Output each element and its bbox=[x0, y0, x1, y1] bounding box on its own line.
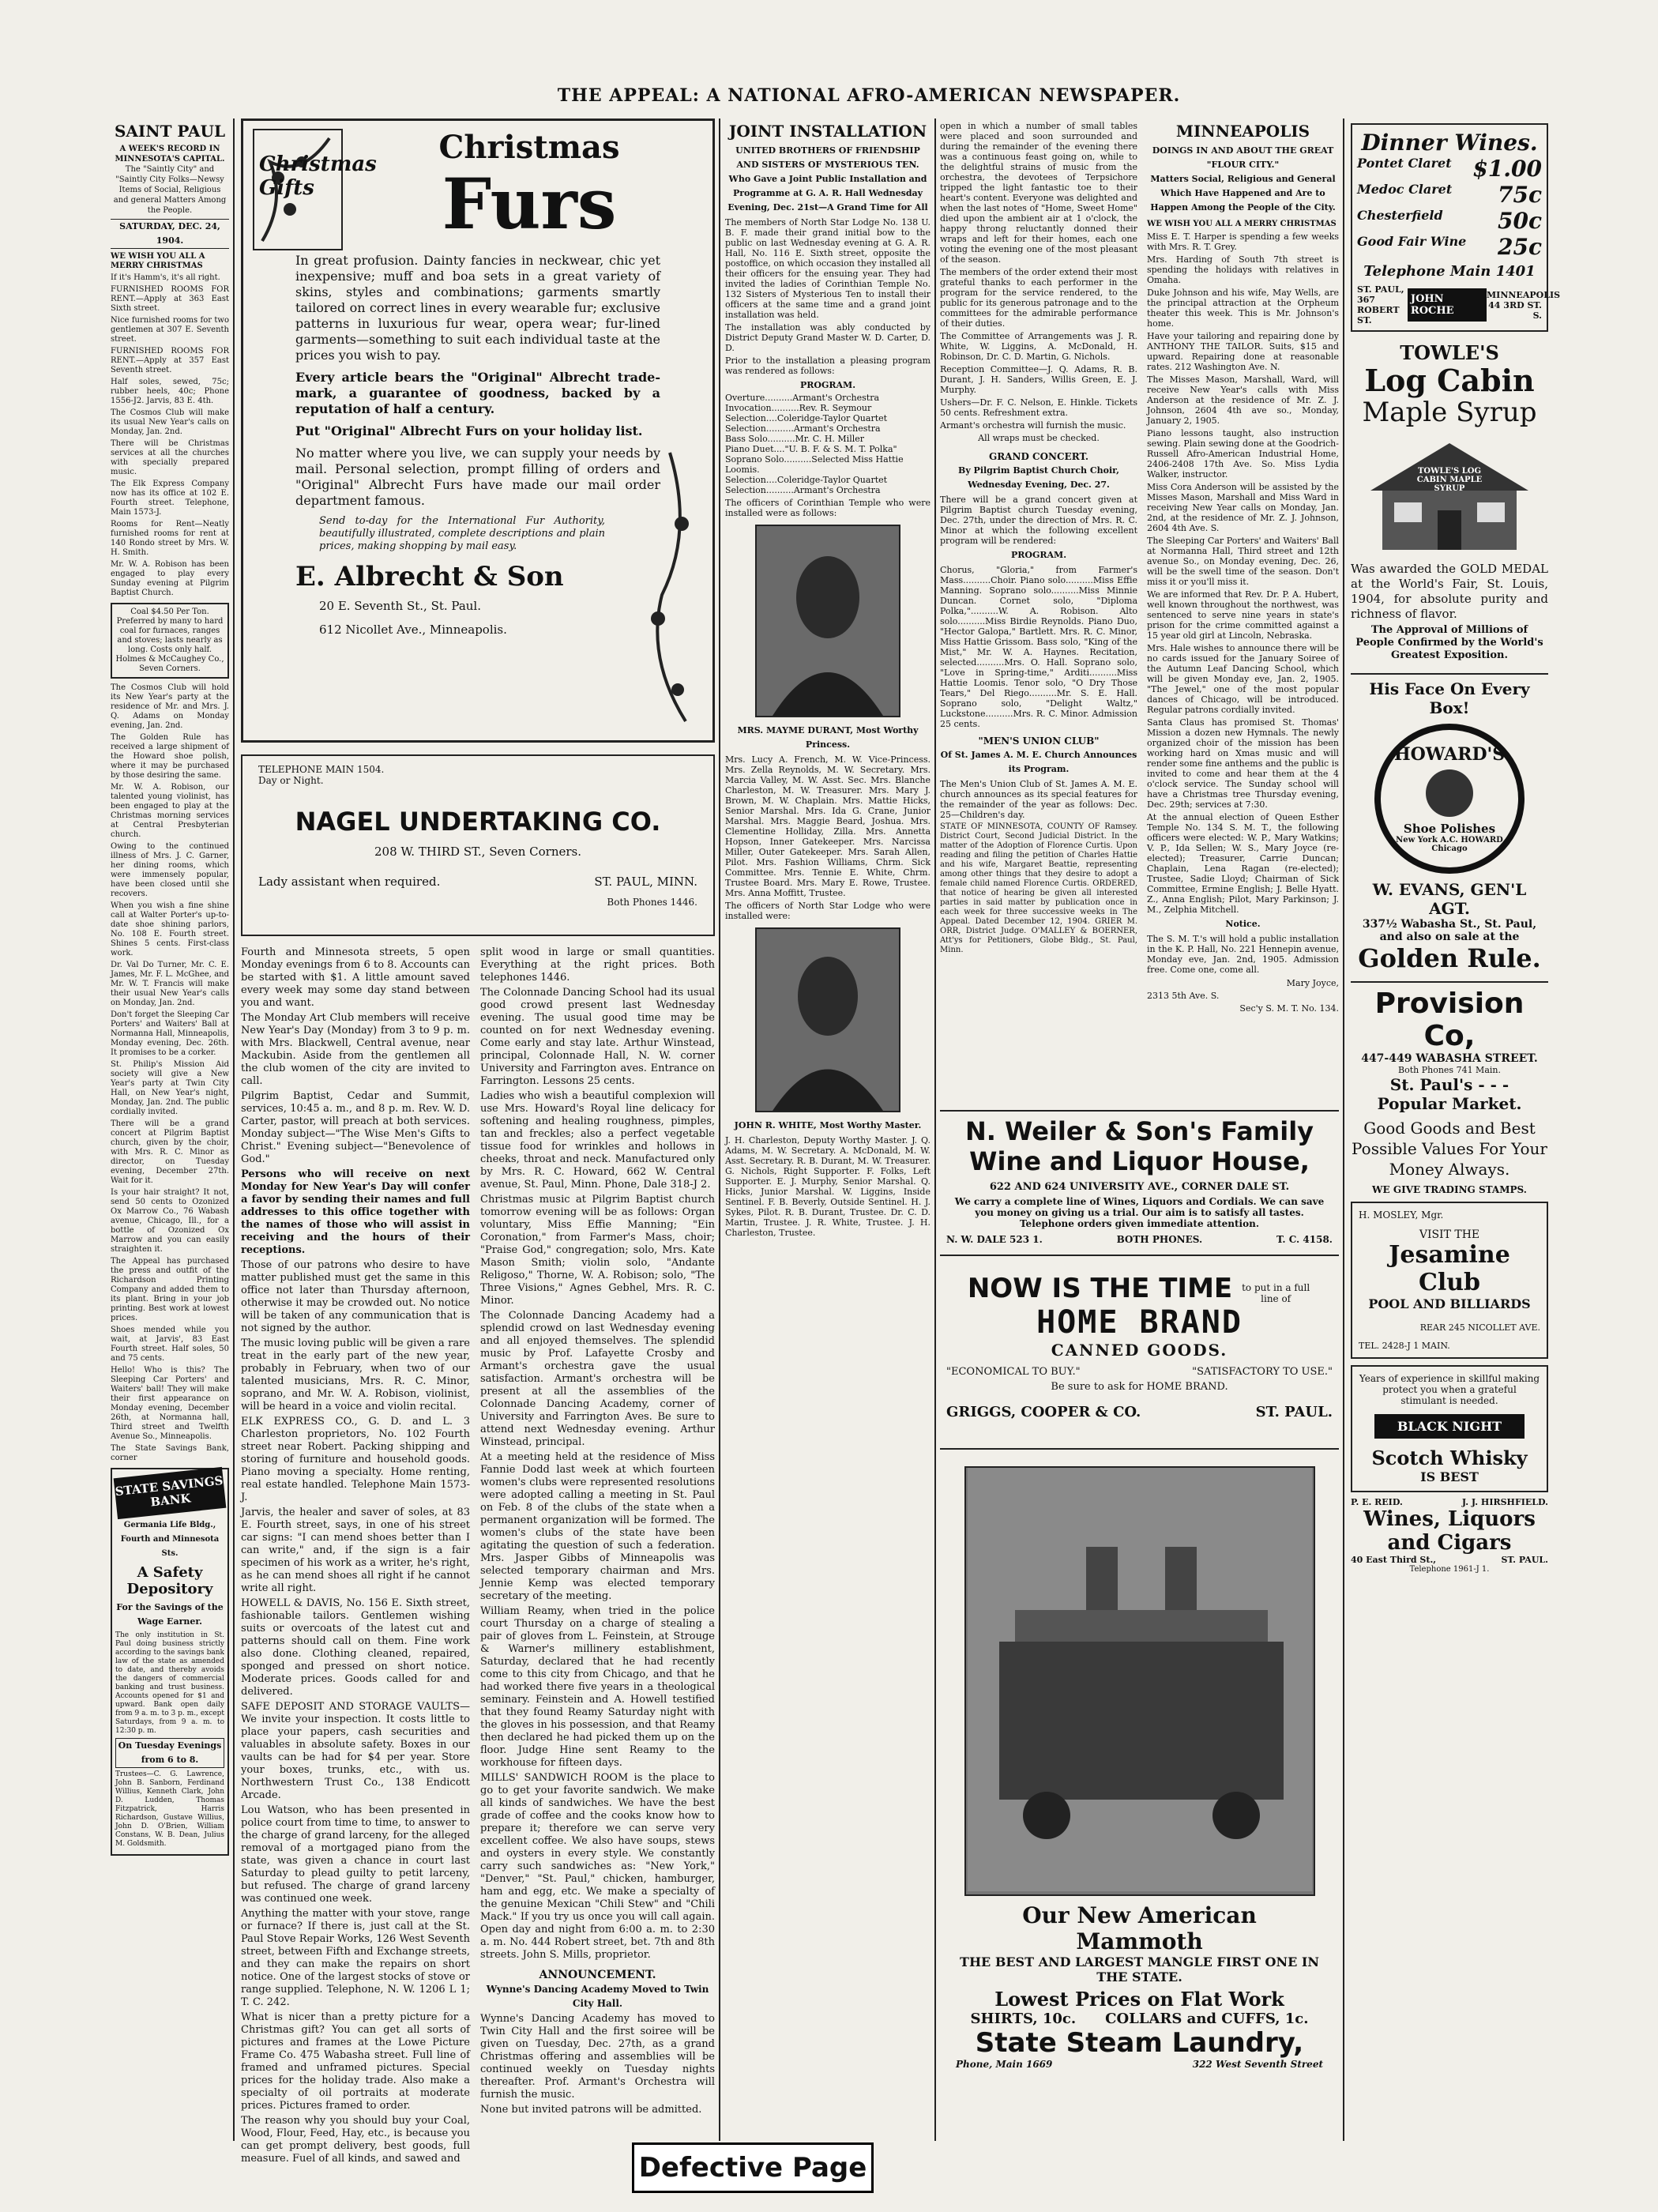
christmas-wish: WE WISH YOU ALL A MERRY CHRISTMAS bbox=[1147, 220, 1337, 228]
program-line: Selection....Coleridge-Taylor Quartet bbox=[725, 413, 888, 423]
concert-sub: By Pilgrim Baptist Church Choir, Wednesday Evening, Dec. 27. bbox=[958, 465, 1119, 490]
news-item: Mr. W. A. Robison, our talented young violinist, has been engaged to play at the Christmas morning services at Central Presbyterian church. bbox=[111, 783, 229, 839]
news-item: When you wish a fine shine call at Walter Porter's up-to-date shoe shining parlors, No. 108 E. Fourth street. Shines 5 cents. First-class work. bbox=[111, 901, 229, 957]
section-subtitle-2: The "Saintly City" and "Saintly City Folks—Newsy Items of Social, Religious and general Matters Among the People. bbox=[113, 165, 227, 215]
notice-signature: Sec'y S. M. T. No. 134. bbox=[1239, 1003, 1339, 1014]
section-subtitle-2: Matters Social, Religious and General Which Have Happened and Are to Happen Among the People of the City. bbox=[1150, 174, 1336, 213]
concert-program: Chorus, "Gloria," from Farmer's Mass..........Choir. Piano solo..........Miss Effie Manning. Soprano solo..........Miss Minnie Duncan. Cornet solo, "Diploma Polka,"..........W. A. Robison. Alto solo..........Miss Birdie Reynolds. Piano Duo, "Hector Galopa," Bartlett. Mrs. R. C. Minor, Miss Hattie Grissom. Bass solo, "King of the Mist," Mr. W. A. Haynes. Recitation, selected..........Mrs. O. Hall. Soprano solo, "Love in Spring-time," Arditi..........Miss Hattie Loomis. Tenor solo, "O Dry Those Tears," Del Riego..........Mr. S. E. Hall. Soprano solo, "Delight Waltz," Luckstone..........Mrs. R. C. Minor. Admission 25 cents. bbox=[940, 565, 1137, 729]
column-ads bbox=[1351, 118, 1561, 2141]
bank-headline: A Safety Depository bbox=[126, 1564, 213, 1597]
photo-caption: JOHN R. WHITE, Most Worthy Master. bbox=[734, 1120, 922, 1130]
column-rule bbox=[934, 118, 936, 2141]
ad-addr-2: 612 Nicollet Ave., Minneapolis. bbox=[319, 623, 507, 637]
column-minneapolis bbox=[1147, 118, 1339, 1102]
ad-headline-1: Christmas bbox=[438, 129, 620, 166]
concert-heading: GRAND CONCERT. bbox=[988, 451, 1089, 462]
bank-body: The only institution in St. Paul doing business strictly according to the savings bank law of the state as amended to date, and thereby avoids the dangers of commercial banking and trust business. Accounts opened for $1 and upward. Bank open daily from 9 a. m. to 3 p. m., except Saturdays, from 9 a. m. to 12:30 p. m. bbox=[115, 1631, 224, 1735]
program-line: Overture..........Armant's Orchestra bbox=[725, 393, 880, 403]
roche-left: ST. PAUL, 367 ROBERT ST. bbox=[1357, 284, 1404, 325]
towle-body: Was awarded the GOLD MEDAL at the World's Fair, St. Louis, 1904, for absolute purity and richness of flavor. bbox=[1351, 562, 1548, 621]
dinner-heading: Dinner Wines. bbox=[1361, 130, 1538, 156]
bank-address: Germania Life Bldg., Fourth and Minnesota Sts. bbox=[120, 1521, 220, 1558]
coal-ad: Coal $4.50 Per Ton. Preferred by many to hard coal for furnaces, ranges and stoves; lasts nearly as long. Costs only half. Holmes & McCaughey Co., Seven Corners. bbox=[111, 603, 229, 679]
notice-heading: Notice. bbox=[1225, 919, 1261, 929]
hb-side: to put in a full line of bbox=[1242, 1282, 1310, 1304]
howard-shoe-polish-ad bbox=[1351, 673, 1548, 973]
program-line: Invocation..........Rev. R. Seymour bbox=[725, 403, 872, 413]
ad-holiday: Put "Original" Albrecht Furs on your holiday list. bbox=[295, 423, 643, 438]
towle-syrup-ad bbox=[1351, 341, 1548, 662]
wines-liquors-cigars-ad bbox=[1351, 1497, 1548, 1574]
jes-3: POOL AND BILLIARDS bbox=[1368, 1296, 1531, 1311]
bank-logo: STATE SAVINGS BANK bbox=[114, 1467, 227, 1519]
weiler-phone: BOTH PHONES. bbox=[1116, 1234, 1203, 1245]
news-item: MILLS' SANDWICH ROOM is the place to go to get your favorite sandwich. We make all kinds of sandwiches. We have the best grade of coffee and the cooks know how to prepare it; therefore we can serve very excellent coffee. We also have soups, stews and oysters in every style. We constantly carry such sandwiches as: "New York," "Denver," "St. Paul," chicken, hamburger, ham and egg, etc. We make a specialty of the genuine Mexican "Chili Stew" and "Chili Mack." If you try us once you will call again. Open day and night from 6:00 a. m. to 2:30 a. m. No. 444 Robert street, bet. 7th and 8th streets. John S. Mills, proprietor. bbox=[480, 1772, 715, 1961]
wine-name: Medoc Claret bbox=[1357, 182, 1453, 197]
news-item: At the annual election of Queen Esther Temple No. 134 S. M. T., the following officers were elected: W. P., Mary Watkins; V. P., Ida Sellen; W. S., Mary Joyce (re-elected); Treasurer, Carrie Duncan; Chaplain, Lena Ragan (re-elected); Trustee, Sadie Lloyd; Chairman of Sick Committee, Ermine English; J. Belle Hyatt. Z., Anna English; Pilot, Mary Parkinson; J. M., Zelphia Mitchell. bbox=[1147, 812, 1339, 915]
officers-list: Mrs. Lucy A. French, M. W. Vice-Princess. Mrs. Zella Reynolds, M. W. Secretary. Mrs. Marcia Valley, M. W. Asst. Sec. Mrs. Blanche Charleston, M. W. Treasurer. Mrs. Mary J. Brown, M. W. Chaplain. Mrs. Mattie Hicks, Senior Marshal. Mrs. Ida G. Crane, Junior Marshal. Mrs. Maggie Beard, Joshua. Mrs. Clementine Holliday, Zilla. Mrs. Annetta Hopson, Inner Gatekeeper. Mrs. Narcissa Miller, Outer Gatekeeper. Mrs. Sarah Allen, Pilot. Mrs. Fashion Williams, Chrm. Sick Committee. Mrs. Tennie E. White, Chrm. Trustee Board. Mrs. Mary E. Rowe, Trustee. Mrs. Anna Moffitt, Trustee. bbox=[725, 754, 931, 898]
news-item: Mrs. Harding of South 7th street is spending the holidays with relatives in Omaha. bbox=[1147, 254, 1339, 285]
news-item: Miss E. T. Harper is spending a few weeks with Mrs. R. T. Grey. bbox=[1147, 231, 1339, 252]
reid: P. E. REID. bbox=[1351, 1497, 1403, 1507]
nagel-name: NAGEL UNDERTAKING CO. bbox=[295, 807, 661, 837]
wl-4: ST. PAUL. bbox=[1501, 1555, 1548, 1565]
christmas-wish: WE WISH YOU ALL A MERRY CHRISTMAS bbox=[111, 252, 205, 270]
hb-firm: GRIGGS, COOPER & CO. bbox=[946, 1404, 1141, 1420]
wine-price: $1.00 bbox=[1472, 156, 1542, 182]
howard-firm: New York A.C. HOWARD Chicago bbox=[1396, 836, 1503, 853]
column-5 bbox=[940, 118, 1137, 1102]
state-steam-laundry-ad bbox=[940, 1462, 1339, 2133]
notice-body: The S. M. T.'s will hold a public installation in the K. P. Hall, No. 221 Hennepin avenue, Monday eve, Jan. 2nd, 1905. Admission free. Come one, come all. bbox=[1147, 934, 1339, 975]
hb-line1: NOW IS THE TIME bbox=[967, 1273, 1233, 1304]
wl-1: Wines, Liquors bbox=[1363, 1507, 1536, 1531]
laundry-phone: Phone, Main 1669 bbox=[956, 2059, 1053, 2070]
article-body: Reception Committee—J. Q. Adams, R. B. Durant, J. H. Sanders, Willis Green, E. J. Murphy. bbox=[940, 364, 1137, 395]
column-2 bbox=[241, 944, 470, 2168]
prov-1: Provision Co, bbox=[1374, 988, 1525, 1052]
wine-name: Pontet Claret bbox=[1357, 156, 1452, 171]
column-rule bbox=[1343, 118, 1344, 2141]
section-subtitle: A WEEK'S RECORD IN MINNESOTA'S CAPITAL. bbox=[115, 145, 225, 164]
news-item: Have your tailoring and repairing done by ANTHONY THE TAILOR. Suits, $15 and upward. Repairing done at reasonable rates. 212 Washington Ave. N. bbox=[1147, 331, 1339, 372]
evans-2: 337½ Wabasha St., St. Paul, and also on sale at the bbox=[1362, 918, 1537, 943]
program-line: Selection..........Armant's Orchestra bbox=[725, 485, 881, 495]
news-item: Mrs. Hale wishes to announce there will be no cards issued for the January Soiree of the Autumn Leaf Dancing School, which will be given Monday eve, Jan. 2, 1905. "The Jewel," one of the most popular dances of Chicago, will be introduced. Regular patrons cordially invited. bbox=[1147, 643, 1339, 715]
jes-2: Jesamine Club bbox=[1389, 1241, 1510, 1296]
ad-script: Christmas Gifts bbox=[259, 152, 377, 200]
news-item: Mr. W. A. Robison has been engaged to play every Sunday evening at Pilgrim Baptist Church. bbox=[111, 560, 229, 597]
dateline: SATURDAY, DEC. 24, 1904. bbox=[111, 219, 229, 249]
news-item: Santa Claus has promised St. Thomas' Mission a dozen new Hymnals. The newly organized choir of the mission has been working hard on Xmas music and will render some fine anthems and the public is invited to come and hear them at the 4 o'clock service. The Sunday school will have a Christmas tree Thursday evening, Dec. 29th; services at 7:30. bbox=[1147, 717, 1339, 810]
article-body: Ushers—Dr. F. C. Nelson, E. Hinkle. Tickets 50 cents. Refreshment extra. bbox=[940, 397, 1137, 418]
photo-caption: MRS. MAYME DURANT, Most Worthy Princess. bbox=[737, 725, 919, 750]
announcement-tail: None but invited patrons will be admitted. bbox=[480, 2104, 702, 2116]
news-item: What is nicer than a pretty picture for a Christmas gift? You can get all sorts of pictures and frames at the Lowe Picture Frame Co. 475 Wabasha street. Full line of framed and unframed pictures. Special prices for the holiday trade. Also make a specialty of oil portraits at moderate prices. Pictures framed to order. bbox=[241, 2011, 470, 2112]
news-item: At a meeting held at the residence of Miss Fannie Dodd last week at which fourteen women's clubs were represented resolutions were adopted calling a meeting in St. Paul on Feb. 8 of the clubs of the state when a permanent organization will be formed. The women's clubs of the state have been agitating the question of such a federation. Mrs. Jasper Gibbs of Minneapolis was selected temporary chairman and Mrs. Jennie Kemp was elected temporary secretary of the meeting. bbox=[480, 1451, 715, 1602]
article-body: All wraps must be checked. bbox=[978, 433, 1100, 443]
mens-club-sub: Of St. James A. M. E. Church Announces its Program. bbox=[940, 750, 1137, 774]
news-item: The Cosmos Club will hold its New Year's party at the residence of Mr. and Mrs. J. Q. Adams on Monday evening, Jan. 2nd. bbox=[111, 683, 229, 730]
news-item: St. Philip's Mission Aid society will give a New Year's party at Twin City Hall, on New Year's night, Monday, Jan. 2nd. The public cordially invited. bbox=[111, 1060, 229, 1116]
column-rule bbox=[233, 118, 235, 2141]
article-body: The officers of Corinthian Temple who were installed were as follows: bbox=[725, 498, 931, 518]
jes-1: VISIT THE bbox=[1419, 1228, 1480, 1241]
ad-trademark: Every article bears the "Original" Albrecht trade-mark, a guarantee of goodness, backed by a reputation of half a century. bbox=[295, 370, 660, 416]
news-item: The Colonnade Dancing School had its usual good crowd present last Wednesday evening. The usual good time may be counted on for next Wednesday evening. Come early and stay late. Arthur Winstead, principal, Colonnade Hall, N. W. corner University and Farrington aves. Entrance on Farrington. Lessons 25 cents. bbox=[480, 987, 715, 1087]
article-body: open in which a number of small tables were placed and soon surrounded and during the remainder of the evening there was a continuous feast going on, while to the delightful strains of music from the orchestra, the devotees of Terpsichore tripped the light fantastic toe to their heart's content. Everyone was delighted and when the last notes of "Home, Sweet Home" died upon the ambient air at 1 o'clock, the happy throng reluctantly donned their wraps and left for their homes, each one voting the evening one of the most pleasant of the season. bbox=[940, 121, 1137, 265]
wine-price: 75c bbox=[1497, 182, 1542, 208]
program-heading: PROGRAM. bbox=[799, 380, 856, 390]
howard-badge-icon bbox=[1374, 724, 1525, 874]
section-subtitle: DOINGS IN AND ABOUT THE GREAT "FLOUR CITY." bbox=[1152, 145, 1334, 170]
news-item: split wood in large or small quantities. Everything at the right prices. Both telephones 1446. bbox=[480, 946, 715, 984]
news-item: ELK EXPRESS CO., G. D. and L. 3 Charleston proprietors, No. 102 Fourth street near Robert. Packing shipping and storing of furniture and household goods. Piano moving a specialty. Home renting, real estate handled. Telephone Main 1573-J. bbox=[241, 1416, 470, 1503]
defective-page-label: Defective Page bbox=[632, 2142, 874, 2193]
ad-addr-1: 20 E. Seventh St., St. Paul. bbox=[319, 599, 481, 613]
roche-right: MINNEAPOLIS 44 3RD ST. S. bbox=[1487, 289, 1561, 321]
news-item: Nice furnished rooms for two gentlemen at 307 E. Seventh street. bbox=[111, 316, 229, 344]
towle-approval: The Approval of Millions of People Confirmed by the World's Greatest Exposition. bbox=[1355, 624, 1543, 661]
scotch-body: Years of experience in skillful making protect you when a grateful stimulant is needed. bbox=[1359, 1373, 1540, 1406]
news-item: Is your hair straight? It not, send 50 cents to Ozonized Ox Marrow Co., 76 Wabash avenue, Chicago, Ill., for a bottle of Ozonized Ox Marrow and you can easily straighten it. bbox=[111, 1188, 229, 1254]
announcement-heading: ANNOUNCEMENT. bbox=[539, 1969, 656, 1981]
program-line: Selection..........Armant's Orchestra bbox=[725, 423, 881, 434]
laundry-collars: COLLARS and CUFFS, 1c. bbox=[1105, 2011, 1309, 2027]
wine-price: 50c bbox=[1497, 208, 1542, 234]
news-item: The Misses Mason, Marshall, Ward, will receive New Year's calls with Miss Anderson at the residence of Mr. Z. J. Johnson, 2604 4th ave so., Monday, January 2, 1905. bbox=[1147, 374, 1339, 426]
hb-quote: "ECONOMICAL TO BUY." bbox=[946, 1366, 1081, 1378]
mens-club-heading: "MEN'S UNION CLUB" bbox=[978, 735, 1100, 747]
prov-3: Both Phones 741 Main. bbox=[1398, 1065, 1501, 1075]
dinner-phone: Telephone Main 1401 bbox=[1363, 263, 1536, 280]
nagel-phone: TELEPHONE MAIN 1504. bbox=[258, 764, 385, 775]
news-item: Christmas music at Pilgrim Baptist church tomorrow evening will be as follows: Organ voluntary, Miss Effie Manning; "Ein Coronation," from Farmer's Mass, choir; "Praise God," congregation; solo, Mrs. Kate Mason Smith; violin solo, "Andante Religoso," Thorne, W. A. Robison; solo, "The Three Visions," Agnes Gebhel, Mrs. R. C. Minor. bbox=[480, 1194, 715, 1307]
hb-ask: Be sure to ask for HOME BRAND. bbox=[1051, 1381, 1228, 1393]
news-item: Those of our patrons who desire to have matter published must get the same in this office not later than Thursday afternoon, otherwise it may be crowded out. No notice will be taken of any communication that is not signed by the author. bbox=[241, 1259, 470, 1334]
towle-3: Maple Syrup bbox=[1362, 397, 1537, 428]
holly-decoration-icon bbox=[638, 453, 701, 721]
program-line: Selection....Coleridge-Taylor Quartet bbox=[725, 475, 888, 485]
howard-sub: Shoe Polishes bbox=[1403, 822, 1496, 836]
nagel-addr: 208 W. THIRD ST., Seven Corners. bbox=[374, 845, 581, 859]
news-item: The Sleeping Car Porters' and Waiters' Ball at Normanna Hall, Third street and 12th avenue So., on Monday evening, Dec. 26, will be the swell time of the season. Don't miss it or you'll miss it. bbox=[1147, 536, 1339, 587]
news-item: Jarvis, the healer and saver of soles, at 83 E. Fourth street, says, in one of his street car signs: "I can mend shoes better than I can write," and, if the sign is a fair specimen of his work as a writer, he's right, as he can mend shoes all right if he cannot write all right. bbox=[241, 1507, 470, 1594]
weiler-phone: N. W. DALE 523 1. bbox=[946, 1234, 1043, 1245]
news-item: FURNISHED ROOMS FOR RENT.—Apply at 363 East Sixth street. bbox=[111, 285, 229, 313]
news-item: William Reamy, when tried in the police court Thursday on a charge of stealing a pair of gloves from L. Feinstein, at Strouge & Warner's millinery establishment, Saturday, declared that he had recently come to this city from Chicago, and that he had worked there five years in a theological seminary. Feinstein and A. Howell testified that they found Reamy Saturday night with the gloves in his possession, and that Reamy then declared he had picked them up on the floor. Judge Hine sent Reamy to the workhouse for fifteen days. bbox=[480, 1605, 715, 1769]
weiler-body: We carry a complete line of Wines, Liquors and Cordials. We can save you money on giving us a trial. Our aim is to satisfy all tastes. Telephone orders given immediate attention. bbox=[954, 1196, 1325, 1229]
wine-name: Chesterfield bbox=[1357, 208, 1443, 223]
roche-name: JOHN ROCHE bbox=[1408, 288, 1487, 322]
laundry-shirts: SHIRTS, 10c. bbox=[970, 2011, 1077, 2027]
prov-5: Popular Market. bbox=[1377, 1094, 1522, 1113]
hb-quote: "SATISFACTORY TO USE." bbox=[1192, 1366, 1333, 1378]
news-item: Dr. Val Do Turner, Mr. C. E. James, Mr. F. L. McGhee, and Mr. W. T. Francis will make their usual New Year's calls on Monday, Jan. 2nd. bbox=[111, 961, 229, 1007]
notice-signature: 2313 5th Ave. S. bbox=[1147, 991, 1220, 1001]
news-item: Pilgrim Baptist, Cedar and Summit, services, 10:45 a. m., and 8 p. m. Rev. W. D. Carter, pastor, will preach at both services. Monday subject—"The Wise Men's Gifts to Christ." Evening subject—"Benevolence of God." bbox=[241, 1090, 470, 1165]
wl-3: 40 East Third St., bbox=[1351, 1555, 1437, 1565]
news-item: Anything the matter with your stove, range or furnace? If there is, just call at the St. Paul Stove Repair Works, 126 West Seventh street, between Fifth and Exchange streets, and they can make the repairs on short notice. One of the largest stocks of stove or range supplied. Telephone, N. W. 1206 L 1; T. C. 242. bbox=[241, 1908, 470, 2008]
nagel-city: ST. PAUL, MINN. bbox=[594, 875, 697, 889]
article-body: Prior to the installation a pleasing program was rendered as follows: bbox=[725, 356, 931, 376]
jesamine-club-ad bbox=[1351, 1202, 1548, 1359]
news-item: We are informed that Rev. Dr. P. A. Hubert, well known throughout the northwest, was sentenced to serve nine years in state's prison for the crime committed against a 15 year old girl at Lincoln, Nebraska. bbox=[1147, 589, 1339, 641]
article-body: The officers of North Star Lodge who were installed were: bbox=[725, 901, 931, 921]
prov-6: Good Goods and Best Possible Values For Your Money Always. bbox=[1352, 1119, 1547, 1179]
news-item: If it's Hamm's, it's all right. bbox=[111, 273, 220, 282]
section-title: MINNEAPOLIS bbox=[1175, 122, 1310, 141]
news-item: The music loving public will be given a rare treat in the early part of the new year, probably in February, when two of our talented musicians, Mrs. R. C. Minor, soprano, and Mr. W. A. Robison, violinist, will be heard in a voice and violin recital. bbox=[241, 1337, 470, 1413]
weiler-addr: 622 AND 624 UNIVERSITY AVE., CORNER DALE ST. bbox=[989, 1181, 1290, 1193]
news-item: FURNISHED ROOMS FOR RENT.—Apply at 357 East Seventh street. bbox=[111, 347, 229, 374]
news-item: Rooms for Rent—Neatly furnished rooms for rent at 140 Rondo street by Mrs. W. H. Smith. bbox=[111, 520, 229, 557]
hb-line2: HOME BRAND bbox=[1036, 1304, 1243, 1341]
prov-7: WE GIVE TRADING STAMPS. bbox=[1372, 1184, 1527, 1195]
provision-co-ad bbox=[1351, 981, 1548, 1195]
home-brand-ad bbox=[940, 1268, 1339, 1450]
article-body: The members of the order extend their most grateful thanks to each performer in the program for the service rendered, to the public for its generous patronage and to the committees for the admirable performance of their duties. bbox=[940, 267, 1137, 329]
masthead: THE APPEAL: A NATIONAL AFRO-AMERICAN NEWSPAPER. bbox=[557, 85, 1181, 106]
nagel-undertaking-ad bbox=[241, 754, 715, 936]
portrait-photo bbox=[755, 525, 900, 717]
state-savings-bank-ad bbox=[111, 1468, 229, 1856]
article-sub: UNITED BROTHERS OF FRIENDSHIP AND SISTERS OF MYSTERIOUS TEN. bbox=[735, 145, 920, 170]
notice-signature: Mary Joyce, bbox=[1286, 978, 1339, 988]
portrait-icon bbox=[1426, 769, 1473, 817]
dinner-wines-ad bbox=[1351, 123, 1561, 332]
column-joint-installation bbox=[725, 118, 931, 2141]
officers-list: J. H. Charleston, Deputy Worthy Master. J. Q. Adams, M. W. Secretary. A. McDonald, M. W. Asst. Secretary. R. B. Durant, M. W. Treasurer. G. Nichols, Right Supporter. F. Folks, Left Supporter. E. J. Murphy, Senior Marshal. Q. Hicks, Junior Marshal. W. Liggins, Inside Sentinel. F. B. Beverly, Outside Sentinel. H. J. Sykes, Pilot. R. B. Durant, Trustee. Dr. C. D. Martin, Trustee. J. R. White, Trustee. J. H. Charleston, Trustee. bbox=[725, 1135, 931, 1238]
scotch-whisky-ad bbox=[1351, 1365, 1548, 1492]
news-item: HOWELL & DAVIS, No. 156 E. Sixth street, fashionable tailors. Gentlemen wishing suits or overcoats of the latest cut and patterns should call on them. Fine work also done. Clothing cleaned, repaired, sponged and pressed on short notice. Moderate prices. Goods called for and delivered. bbox=[241, 1597, 470, 1698]
prov-4: St. Paul's - - - bbox=[1389, 1075, 1509, 1094]
section-title: SAINT PAUL bbox=[114, 122, 226, 141]
towle-1: TOWLE'S bbox=[1400, 341, 1499, 364]
news-item: There will be Christmas services at all the churches with specially prepared music. bbox=[111, 439, 229, 476]
cabin-label: TOWLE'S LOG CABIN MAPLE SYRUP bbox=[1416, 467, 1483, 493]
weiler-liquor-ad bbox=[940, 1110, 1339, 1256]
ad-mail: No matter where you live, we can supply your needs by mail. Personal selection, prompt filling of orders and "Original" Albrecht Furs have made our mail order department famous. bbox=[295, 446, 660, 508]
news-item: Miss Cora Anderson will be assisted by the Misses Mason, Marshall and Miss Ward in receiving New Year calls on Monday, Jan. 2nd, at the residence of Mr. Z. J. Johnson, 2604 4th Ave. S. bbox=[1147, 482, 1339, 533]
article-title: JOINT INSTALLATION bbox=[728, 122, 927, 141]
news-item: SAFE DEPOSIT AND STORAGE VAULTS—We invite your inspection. It costs little to place your papers, cash securities and valuables in absolute safety. Boxes in our vaults can be had for $4 per year. Store your boxes, trunks, etc., with us. Northwestern Trust Co., 138 Endicott Arcade. bbox=[241, 1701, 470, 1801]
wl-2: and Cigars bbox=[1387, 1531, 1512, 1555]
evans-3: Golden Rule. bbox=[1358, 943, 1541, 973]
albrecht-furs-ad bbox=[241, 118, 715, 743]
wine-name: Good Fair Wine bbox=[1357, 234, 1467, 249]
scotch-2: IS BEST bbox=[1420, 1469, 1479, 1484]
bank-trustees: Trustees—C. G. Lawrence, John B. Sanborn, Ferdinand Willius, Kenneth Clark, John D. Ludden, Thomas Fitzpatrick, Harris Richardson, Gustave Willius, John D. O'Brien, William Constans, W. B. Dean, Julius M. Goldsmith. bbox=[115, 1770, 224, 1848]
announcement-body: Wynne's Dancing Academy has moved to Twin City Hall and the first soiree will be given on Tuesday, Dec. 27th, as a grand Christmas offering and assemblies will be continued weekly on Tuesday nights thereafter. Prof. Armant's Orchestra will furnish the music. bbox=[480, 2013, 715, 2101]
program-line: Bass Solo..........Mr. C. H. Miller bbox=[725, 434, 864, 444]
weiler-phone: T. C. 4158. bbox=[1276, 1234, 1333, 1245]
laundry-line2: THE BEST AND LARGEST MANGLE FIRST ONE IN THE STATE. bbox=[960, 1954, 1319, 1984]
towle-2: Log Cabin bbox=[1364, 363, 1535, 398]
portrait-photo bbox=[755, 927, 900, 1112]
jes-4: REAR 245 NICOLLET AVE. bbox=[1419, 1322, 1540, 1333]
news-item: The Monday Art Club members will receive New Year's Day (Monday) from 3 to 9 p. m. with Mrs. Blackwell, Central avenue, near Mackubin. Aside from the gentlemen all the club women of the city are invited to call. bbox=[241, 1012, 470, 1087]
concert-program-heading: PROGRAM. bbox=[1010, 550, 1067, 560]
article-body: The Committee of Arrangements was J. R. White, W. Liggins, A. McDonald, H. Robinson, Dr. C. D. Martin, G. Nichols. bbox=[940, 331, 1137, 362]
program-line: Piano Duet...."U. B. F. & S. M. T. Polka" bbox=[725, 444, 897, 454]
concert-body: There will be a grand concert given at Pilgrim Baptist church Tuesday evening, Dec. 27th, under the direction of Mrs. R. C. Minor at which the following excellent program will be rendered: bbox=[940, 495, 1137, 546]
column-saint-paul bbox=[111, 118, 229, 1860]
laundry-name: State Steam Laundry, bbox=[975, 2027, 1304, 2059]
laundry-line3: Lowest Prices on Flat Work bbox=[994, 1988, 1284, 2011]
howard-logo: HOWARD'S bbox=[1393, 744, 1506, 765]
news-item: The Elk Express Company now has its office at 102 E. Fourth street. Telephone, Main 1573-J. bbox=[111, 480, 229, 517]
mens-club-body: The Men's Union Club of St. James A. M. E. church announces as its special features for the remainder of the year as follows: Dec. 25—Children's day. bbox=[940, 779, 1137, 820]
article-body: Armant's orchestra will furnish the music. bbox=[940, 420, 1126, 431]
jes-5: TEL. 2428-J 1 MAIN. bbox=[1359, 1341, 1450, 1351]
wl-5: Telephone 1961-J 1. bbox=[1409, 1565, 1490, 1574]
legal-notice: STATE OF MINNESOTA, COUNTY OF Ramsey. District Court, Second Judicial District. In the matter of the Adoption of Florence Curtis. Upon reading and filing the petition of Charles Hattie and his wife, Margaret Beattie, representing among other things that they desire to adopt a female child named Florence Curtis. ORDERED, that notice of hearing be given all interested parties in said matter by publication once in each week for three successive weeks in The Appeal. Dated December 12, 1904. GRIER M. ORR, District Judge. O'MALLEY & BOERNER, Att'ys for Petitioners, Globe Bldg., St. Paul, Minn. bbox=[940, 822, 1137, 954]
article-body: The installation was ably conducted by District Deputy Grand Master W. D. Carter, D. D. bbox=[725, 322, 931, 353]
hb-city: ST. PAUL. bbox=[1255, 1404, 1333, 1420]
news-item: Shoes mended while you wait, at Jarvis', 83 East Fourth street. Half soles, 50 and 75 cents. bbox=[111, 1326, 229, 1363]
news-item: Fourth and Minnesota streets, 5 open Monday evenings from 6 to 8. Accounts can be started with $1. A little amount saved every week may some day stand between you and want. bbox=[241, 946, 470, 1009]
news-item: The Colonnade Dancing Academy had a splendid crowd on last Wednesday evening and all enjoyed themselves. The splendid music by Prof. Lafayette Crosby and Armant's orchestra gave the usual satisfaction. Armant's orchestra will be present at all the assemblies of the Colonnade Dancing Academy, corner of University and Farrington Aves. Be sure to attend next Wednesday evening. Arthur Winstead, principal. bbox=[480, 1310, 715, 1448]
news-item: Owing to the continued illness of Mrs. J. C. Garner, her dining rooms, which were immensely popular, have been closed until she recovers. bbox=[111, 842, 229, 898]
ad-body: In great profusion. Dainty fancies in neckwear, chic yet inexpensive; muff and boa sets in a great variety of skins, styles and combinations; garments smartly tailored on correct lines in every wearable fur; exclusive patterns in luxurious fur wear, opera wear; fur-lined garments—something to suit each individual taste at the prices you wish to pay. bbox=[295, 253, 660, 363]
scotch-1: Scotch Whisky bbox=[1371, 1446, 1528, 1469]
log-cabin-icon bbox=[1363, 435, 1536, 554]
article-body: The members of North Star Lodge No. 138 U. B. F. made their grand initial bow to the public on last Wednesday evening at G. A. R. Hall, No. 116 E. Sixth street, opposite the postoffice, on which occasion they installed all their officers for the ensuing year. They had invited the ladies of Corinthian Temple No. 132 Sisters of Mysterious Ten to install their officers at the same time and a grand joint installation was held. bbox=[725, 217, 931, 320]
bank-evenings: On Tuesday Evenings from 6 to 8. bbox=[115, 1738, 224, 1768]
mangle-machine-illustration bbox=[964, 1466, 1315, 1896]
scotch-logo: BLACK NIGHT bbox=[1374, 1414, 1525, 1439]
news-item: Half soles, sewed, 75c; rubber heels, 40c; Phone 1556-J2. Jarvis, 83 E. 4th. bbox=[111, 378, 229, 405]
program-line: Soprano Solo..........Selected Miss Hattie Loomis. bbox=[725, 454, 904, 475]
news-item: Piano lessons taught, also instruction sewing. Plain sewing done at the Goodrich-Russell Afro-American Industrial Home, 2406-2408 17th Ave. So. Miss Lydia Walker, instructor. bbox=[1147, 428, 1339, 480]
evans-1: W. EVANS, GEN'L AGT. bbox=[1372, 880, 1527, 918]
news-item: Don't forget the Sleeping Car Porters' and Waiters' Ball at Normanna Hall, Minneapolis, Monday evening, Dec. 26th. It promises to be a corker. bbox=[111, 1010, 229, 1057]
weiler-name: N. Weiler & Son's Family Wine and Liquor House, bbox=[964, 1116, 1314, 1176]
nagel-lady: Lady assistant when required. bbox=[258, 875, 441, 889]
bank-sub: For the Savings of the Wage Earner. bbox=[116, 1602, 224, 1627]
news-item: There will be a grand concert at Pilgrim Baptist church, given by the choir, with Mrs. R. C. Minor as director, on Tuesday evening, December 27th. Wait for it. bbox=[111, 1119, 229, 1185]
news-item: Hello! Who is this? The Sleeping Car Porters' and Waiters' ball! They will make their first appearance on Monday evening, December 26th, at Normanna hall, Third street and Twelfth Avenue So., Minneapolis. bbox=[111, 1366, 229, 1441]
news-item: The Appeal has purchased the press and outfit of the Richardson Printing Company and added them to its plant. Bring in your job printing. Best work at lowest prices. bbox=[111, 1257, 229, 1322]
laundry-addr: 322 West Seventh Street bbox=[1192, 2059, 1323, 2070]
news-item: Persons who will receive on next Monday for New Year's Day will confer a favor by sending their names and full addresses to this office together with the names of those who will assist in receiving and the hours of their receptions. bbox=[241, 1168, 470, 1256]
news-item: The Golden Rule has received a large shipment of the Howard shoe polish, where it may be purchased by those desiring the same. bbox=[111, 733, 229, 780]
jes-mgr: H. MOSLEY, Mgr. bbox=[1359, 1209, 1444, 1221]
news-item: The reason why you should buy your Coal, Wood, Flour, Feed, Hay, etc., is because you can get prompt delivery, best goods, full measure. Fuel of all kinds, and sawed and bbox=[241, 2115, 470, 2165]
laundry-line1: Our New American Mammoth bbox=[1022, 1902, 1257, 1954]
wine-price: 25c bbox=[1497, 234, 1542, 260]
article-sub-2: Who Gave a Joint Public Installation and Programme at G. A. R. Hall Wednesday Evening, Dec. 21st—A Grand Time for All bbox=[727, 174, 928, 213]
nagel-phones: Both Phones 1446. bbox=[607, 897, 697, 908]
announcement-sub: Wynne's Dancing Academy Moved to Twin City Hall. bbox=[486, 1984, 709, 2009]
nagel-day: Day or Night. bbox=[258, 775, 324, 786]
news-item: The Cosmos Club will make its usual New Year's calls on Monday, Jan. 2nd. bbox=[111, 408, 229, 436]
news-item: The State Savings Bank, corner bbox=[111, 1444, 229, 1462]
ad-firm: E. Albrecht & Son bbox=[295, 561, 564, 592]
hb-line3: CANNED GOODS. bbox=[1051, 1341, 1228, 1360]
news-item: Lou Watson, who has been presented in police court from time to time, to answer to the charge of grand larceny, for the alleged removal of a mortgaged piano from the state, was given a chance in court last Saturday to plead guilty to petit larceny, but refused. The charge of grand larceny was continued one week. bbox=[241, 1804, 470, 1905]
prov-2: 447-449 WABASHA STREET. bbox=[1361, 1052, 1538, 1065]
howard-heading: His Face On Every Box! bbox=[1369, 679, 1530, 717]
ad-headline-2: Furs bbox=[442, 163, 617, 245]
news-item: Ladies who wish a beautiful complexion will use Mrs. Howard's Royal line delicacy for softening and healing roughness, pimples, tan and freckles; also a perfect vegetable tissue food for wrinkles and hollows in cheeks, throat and neck. Manufactured only by Mrs. R. C. Howard, 662 W. Central avenue, St. Paul, Minn. Phone, Dale 318-J 2. bbox=[480, 1090, 715, 1191]
column-rule bbox=[719, 118, 720, 2141]
ad-catalog: Send to-day for the International Fur Authority, beautifully illustrated, complete descriptions and plain prices, making shopping by mail easy. bbox=[319, 515, 605, 552]
column-3 bbox=[480, 944, 715, 2119]
news-item: Duke Johnson and his wife, May Wells, are the principal attraction at the Orpheum theater this week. This is Mr. Johnson's home. bbox=[1147, 288, 1339, 329]
hirshfield: J. J. HIRSHFIELD. bbox=[1461, 1497, 1548, 1507]
